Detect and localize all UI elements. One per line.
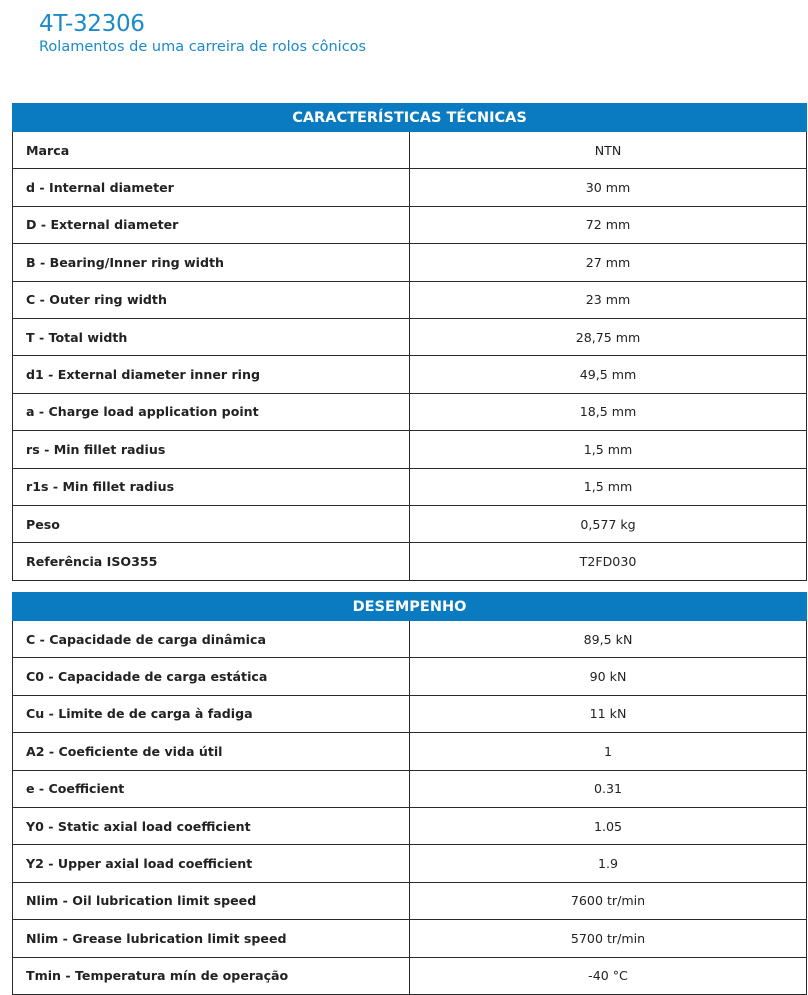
- row-value: -40 °C: [410, 957, 807, 994]
- table-row: [13, 356, 807, 393]
- row-value: 72 mm: [410, 206, 807, 243]
- table-row: [13, 244, 807, 281]
- row-label: B - Bearing/Inner ring width: [13, 244, 410, 281]
- row-value: 18,5 mm: [410, 393, 807, 430]
- row-label: e - Coefficient: [13, 770, 410, 807]
- row-label: C - Capacidade de carga dinâmica: [13, 621, 410, 658]
- performance-body: [13, 621, 807, 995]
- row-label: Nlim - Grease lubrication limit speed: [13, 920, 410, 957]
- row-value: 1.9: [410, 845, 807, 882]
- row-label: Y0 - Static axial load coefficient: [13, 807, 410, 844]
- row-value: 89,5 kN: [410, 621, 807, 658]
- row-value: 23 mm: [410, 281, 807, 318]
- row-label: rs - Min fillet radius: [13, 431, 410, 468]
- row-value: 90 kN: [410, 658, 807, 695]
- row-value: 1,5 mm: [410, 468, 807, 505]
- row-label: Y2 - Upper axial load coefficient: [13, 845, 410, 882]
- tech-specs-body: [13, 132, 807, 581]
- table-row: [13, 621, 807, 658]
- row-label: d1 - External diameter inner ring: [13, 356, 410, 393]
- row-label: D - External diameter: [13, 206, 410, 243]
- row-value: 28,75 mm: [410, 318, 807, 355]
- row-value: 1.05: [410, 807, 807, 844]
- table-row: [13, 468, 807, 505]
- row-value: 1,5 mm: [410, 431, 807, 468]
- row-value: 49,5 mm: [410, 356, 807, 393]
- row-value: NTN: [410, 132, 807, 169]
- row-value: 11 kN: [410, 695, 807, 732]
- table-row: [13, 281, 807, 318]
- page-header: [39, 10, 366, 56]
- row-label: r1s - Min fillet radius: [13, 468, 410, 505]
- table-row: [13, 807, 807, 844]
- page-subtitle: Rolamentos de uma carreira de rolos cônicos: [39, 39, 367, 55]
- row-label: T - Total width: [13, 318, 410, 355]
- row-value: T2FD030: [410, 543, 807, 580]
- table-row: [13, 695, 807, 732]
- table-row: [13, 206, 807, 243]
- tech-specs-header-row: [13, 104, 807, 132]
- row-label: Marca: [13, 132, 410, 169]
- row-value: 5700 tr/min: [410, 920, 807, 957]
- tech-specs-heading: CARACTERÍSTICAS TÉCNICAS: [13, 104, 807, 132]
- table-row: [13, 543, 807, 580]
- row-label: Tmin - Temperatura mín de operação: [13, 957, 410, 994]
- table-row: [13, 393, 807, 430]
- table-row: [13, 957, 807, 994]
- row-label: C - Outer ring width: [13, 281, 410, 318]
- table-row: [13, 132, 807, 169]
- table-row: [13, 318, 807, 355]
- table-row: [13, 733, 807, 770]
- performance-table: [12, 592, 807, 995]
- table-row: [13, 169, 807, 206]
- tech-specs-table: [12, 103, 807, 581]
- row-value: 0,577 kg: [410, 505, 807, 542]
- performance-heading: DESEMPENHO: [13, 593, 807, 621]
- row-label: Peso: [13, 505, 410, 542]
- row-label: A2 - Coeficiente de vida útil: [13, 733, 410, 770]
- table-row: [13, 882, 807, 919]
- table-row: [13, 845, 807, 882]
- row-label: Referência ISO355: [13, 543, 410, 580]
- table-row: [13, 505, 807, 542]
- row-value: 1: [410, 733, 807, 770]
- table-row: [13, 431, 807, 468]
- row-label: Cu - Limite de de carga à fadiga: [13, 695, 410, 732]
- row-label: C0 - Capacidade de carga estática: [13, 658, 410, 695]
- table-row: [13, 920, 807, 957]
- table-row: [13, 770, 807, 807]
- performance-header-row: [13, 593, 807, 621]
- row-value: 0.31: [410, 770, 807, 807]
- row-label: d - Internal diameter: [13, 169, 410, 206]
- table-row: [13, 658, 807, 695]
- row-value: 27 mm: [410, 244, 807, 281]
- row-value: 30 mm: [410, 169, 807, 206]
- row-label: a - Charge load application point: [13, 393, 410, 430]
- row-value: 7600 tr/min: [410, 882, 807, 919]
- page-title: 4T-32306: [39, 11, 145, 37]
- row-label: Nlim - Oil lubrication limit speed: [13, 882, 410, 919]
